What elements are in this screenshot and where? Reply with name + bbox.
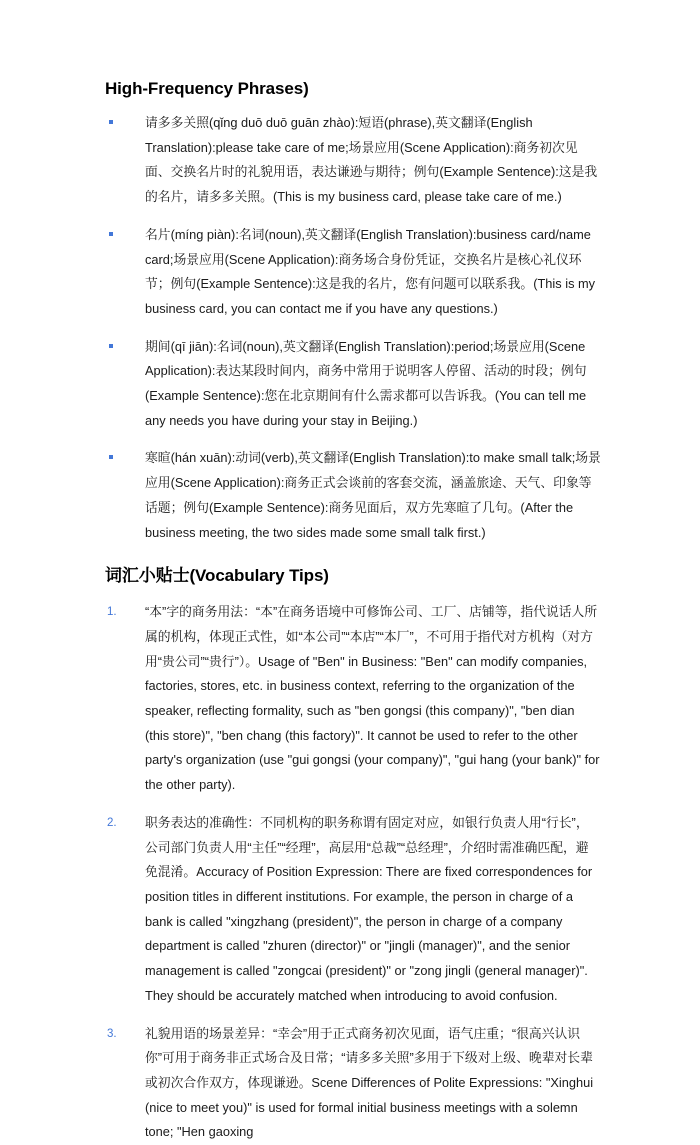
list-item-text: “本”字的商务用法：“本”在商务语境中可修饰公司、工厂、店铺等，指代说话人所属的机构，体现正式性，如“本公司”“本店”“本厂”，不可用于指代对方机构（对方用“贵公司”“贵行”）。Usage of "Ben" in Business: "Ben" can modify companies, factories, stores, etc. in business context, referring to the organization of the speaker, reflecting formality, such as "ben gongsi (this company)", "ben dian (this store)", "ben chang (this factory)". It cannot be used to refer to the other party's organization (use "gui gongsi (your company)", "gui hang (your bank)" for the other party).	[145, 604, 600, 792]
list-item-text: 名片(míng piàn):名词(noun),英文翻译(English Translation):business card/name card;场景应用(Scene Application):商务场合身份凭证，交换名片是核心礼仪环节；例句(Example Sentence):这是我的名片，您有问题可以联系我。(This is my business card, you can contact me if you have any questions.)	[145, 227, 595, 316]
document-content	[105, 78, 601, 1145]
list-item-text: 职务表达的准确性：不同机构的职务称谓有固定对应，如银行负责人用“行长”，公司部门负责人用“主任”“经理”，高层用“总裁”“总经理”，介绍时需准确匹配，避免混淆。Accuracy of Position Expression: There are fixed correspondences for position titles in different institutions. For example, the person in charge of a bank is called "xingzhang (president)", the person in charge of a company department is called "zhuren (director)" or "jingli (manager)", and the senior management is called "zongcai (president)" or "zong jingli (general manager)". They should be accurately matched when introducing to avoid confusion.	[145, 815, 592, 1003]
list-item	[105, 223, 601, 322]
list-item	[105, 111, 601, 210]
list-item-text: 期间(qī jiān):名词(noun),英文翻译(English Translation):period;场景应用(Scene Application):表达某段时间内，商务中常用于说明客人停留、活动的时段；例句(Example Sentence):您在北京期间有什么需求都可以告诉我。(You can tell me any needs you have during your stay in Beijing.)	[145, 339, 587, 428]
bullet-point-icon	[109, 455, 113, 459]
bullet-point-icon	[109, 344, 113, 348]
list-item	[105, 600, 601, 798]
list-item-text: 寒暄(hán xuān):动词(verb),英文翻译(English Translation):to make small talk;场景应用(Scene Application):商务正式会谈前的客套交流，涵盖旅途、天气、印象等话题；例句(Example Sentence):商务见面后，双方先寒暄了几句。(After the business meeting, the two sides made some small talk first.)	[145, 450, 601, 539]
section-heading-high-frequency-phrases: High-Frequency Phrases)	[105, 78, 601, 100]
list-item-text: 礼貌用语的场景差异：“幸会”用于正式商务初次见面，语气庄重；“很高兴认识你”可用于商务非正式场合及日常；“请多多关照”多用于下级对上级、晚辈对长辈或初次合作双方，体现谦逊。Scene Differences of Polite Expressions: "Xinghui (nice to meet you)" is used for formal initial business meetings with a solemn tone; "Hen gaoxing	[145, 1026, 593, 1140]
bullet-point-icon	[109, 232, 113, 236]
list-number-marker: 3.	[107, 1022, 117, 1047]
list-item-text: 请多多关照(qǐng duō duō guān zhào):短语(phrase),英文翻译(English Translation):please take care of me;场景应用(Scene Application):商务初次见面、交换名片时的礼貌用语，表达谦逊与期待；例句(Example Sentence):这是我的名片，请多多关照。(This is my business card, please take care of me.)	[145, 115, 597, 204]
list-number-marker: 1.	[107, 600, 117, 625]
high-frequency-phrases-list	[105, 111, 601, 545]
list-item	[105, 811, 601, 1009]
section-heading-vocabulary-tips: 词汇小贴士(Vocabulary Tips)	[105, 565, 601, 587]
list-number-marker: 2.	[107, 811, 117, 836]
list-item	[105, 1022, 601, 1145]
list-item	[105, 446, 601, 545]
list-item	[105, 335, 601, 434]
bullet-point-icon	[109, 120, 113, 124]
vocabulary-tips-list	[105, 600, 601, 1145]
